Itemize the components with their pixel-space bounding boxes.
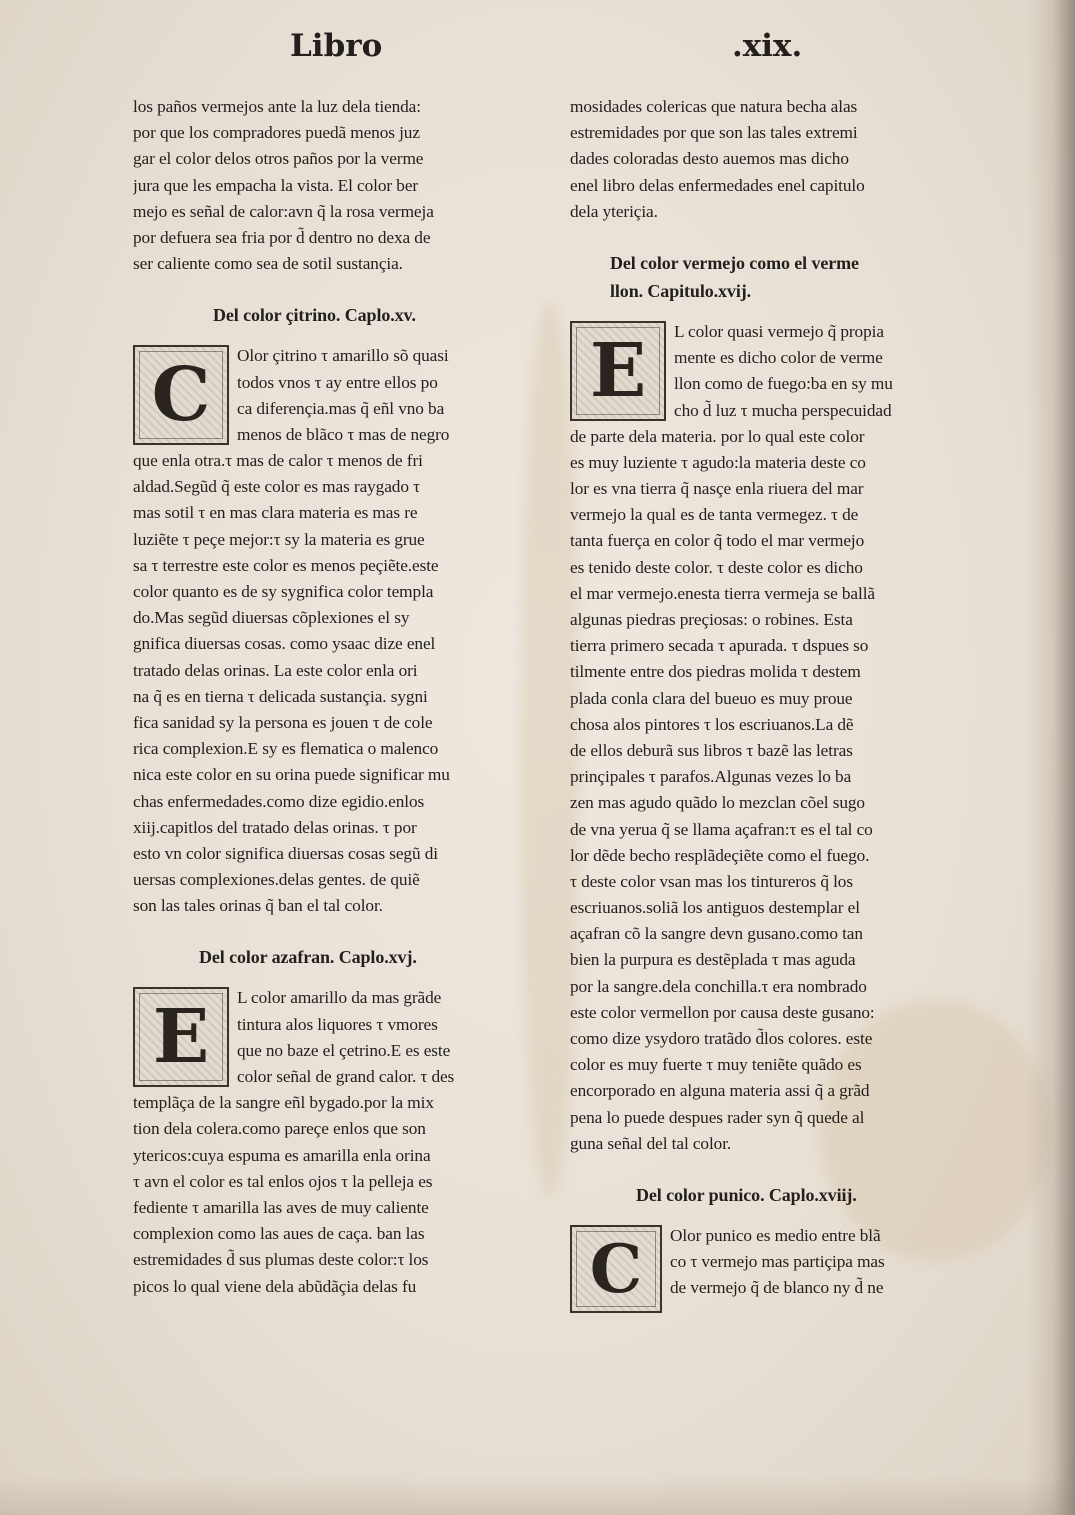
text-line: estremidades por que son las tales extremi bbox=[570, 123, 858, 143]
chapter-body bbox=[570, 319, 948, 1157]
text-line: complexion como las aues de caça. ban las bbox=[133, 1224, 425, 1244]
text-line: nica este color en su orina puede significar mu bbox=[133, 765, 450, 785]
text-line: como dize ysydoro tratãdo d̃los colores. este bbox=[570, 1029, 873, 1048]
chapter-body bbox=[133, 985, 511, 1299]
text-line: chas enfermedades.como dize egidio.enlos bbox=[133, 791, 425, 811]
text-line: que no baze el çetrino.E es este bbox=[237, 1040, 451, 1060]
text-line: tanta fuerça en color q̃ todo el mar vermejo bbox=[570, 531, 865, 551]
text-line: tierra primero secada τ apurada. τ dspues so bbox=[570, 636, 869, 656]
text-line: ser caliente como sea de sotil sustançia. bbox=[133, 254, 403, 274]
text-line: estremidades d̃ sus plumas deste color:τ los bbox=[133, 1250, 429, 1270]
text-line: picos lo qual viene dela abũdãçia delas fu bbox=[133, 1276, 417, 1296]
text-line: cho d̃ luz τ mucha perspecuidad bbox=[674, 400, 892, 420]
header-folio-number: .xix. bbox=[732, 28, 803, 64]
text-line: menos de blãco τ mas de negro bbox=[237, 424, 450, 444]
text-line: uersas complexiones.delas gentes. de quiẽ bbox=[133, 870, 420, 890]
right-intro-text bbox=[570, 94, 948, 225]
text-line: mejo es señal de calor:avn q̃ la rosa vermeja bbox=[133, 201, 434, 221]
text-line: color quanto es de sy sygnifica color templa bbox=[133, 582, 434, 601]
text-line: pena lo puede despues rader syn q̃ quede al bbox=[570, 1107, 865, 1127]
text-line: tilmente entre dos piedras molida τ destem bbox=[570, 662, 861, 682]
decorated-initial: C bbox=[133, 345, 229, 445]
text-line: co τ vermejo mas partiçipa mas bbox=[670, 1252, 885, 1272]
text-line: aldad.Segũd q̃ este color es mas raygado τ bbox=[133, 477, 420, 497]
text-line: mas sotil τ en mas clara materia es mas re bbox=[133, 503, 418, 523]
text-line: tion dela colera.como pareçe enlos que son bbox=[133, 1119, 426, 1139]
header-book-title: Libro bbox=[290, 28, 383, 64]
text-line: de vna yerua q̃ se llama açafran:τ es el tal co bbox=[570, 819, 873, 839]
text-line: chosa alos pintores τ los escriuanos.La dẽ bbox=[570, 714, 854, 734]
text-line: todos vnos τ ay entre ellos po bbox=[237, 372, 438, 392]
text-line: prinçipales τ parafos.Algunas vezes lo ba bbox=[570, 767, 852, 787]
text-line: por defuera sea fria por d̃ dentro no dexa de bbox=[133, 227, 431, 247]
text-line: plada conla clara del bueuo es muy proue bbox=[570, 688, 853, 708]
text-line: de vermejo q̃ de blanco ny d̃ ne bbox=[670, 1278, 884, 1298]
text-line: por que los compradores puedã menos juz bbox=[133, 123, 420, 143]
text-line: jura que les empacha la vista. El color ber bbox=[133, 175, 419, 195]
text-line: es muy luziente τ agudo:la materia deste co bbox=[570, 452, 866, 472]
chapter-heading: llon. Capitulo.xvij. bbox=[610, 280, 752, 301]
left-column bbox=[133, 94, 511, 1300]
text-line: son las tales orinas q̃ ban el tal color. bbox=[133, 896, 383, 916]
text-line: na q̃ es en tierna τ delicada sustançia. sygni bbox=[133, 686, 428, 706]
text-line: Olor çitrino τ amarillo sõ quasi bbox=[237, 346, 449, 366]
text-line: tintura alos liquores τ vmores bbox=[237, 1014, 438, 1034]
text-line: encorporado en alguna materia assi q̃ a grãd bbox=[570, 1081, 870, 1101]
text-line: lor dẽde becho resplãdeçiẽte como el fuego. bbox=[570, 845, 870, 865]
text-line: τ deste color vsan mas los tintureros q̃ los bbox=[570, 871, 853, 891]
text-line: templãça de la sangre eñl bygado.por la mix bbox=[133, 1093, 434, 1113]
text-line: vermejo la qual es de tanta vermegez. τ de bbox=[570, 505, 859, 525]
text-line: zen mas agudo quãdo lo mezclan cõel sugo bbox=[570, 793, 865, 813]
text-line: los paños vermejos ante la luz dela tienda: bbox=[133, 97, 421, 116]
text-line: dades coloradas desto auemos mas dicho bbox=[570, 149, 849, 169]
text-line: rica complexion.E sy es flematica o malenco bbox=[133, 739, 439, 759]
text-line: mosidades colericas que natura becha alas bbox=[570, 97, 858, 116]
text-line: açafran cõ la sangre devn gusano.como tan bbox=[570, 924, 863, 944]
text-line: luziẽte τ peçe mejor:τ sy la materia es grue bbox=[133, 529, 425, 549]
text-line: gnifica diuersas cosas. como ysaac dize enel bbox=[133, 634, 436, 654]
text-line: fica sanidad sy la persona es jouen τ de cole bbox=[133, 712, 433, 732]
text-line: lor es vna tierra q̃ nasçe enla riuera del mar bbox=[570, 479, 864, 499]
chapter-heading: Del color azafran. Caplo.xvj. bbox=[199, 947, 417, 968]
text-line: bien la purpura es destẽplada τ mas aguda bbox=[570, 950, 856, 970]
running-header bbox=[0, 28, 1075, 78]
text-line: xiij.capitlos del tratado delas orinas. τ por bbox=[133, 817, 417, 837]
decorated-initial: E bbox=[570, 321, 666, 421]
text-line: de ellos deburã sus libros τ bazẽ las letras bbox=[570, 740, 853, 760]
text-line: algunas piedras preçiosas: o robines. Esta bbox=[570, 610, 853, 629]
text-line: gar el color delos otros paños por la verme bbox=[133, 149, 424, 169]
text-line: el mar vermejo.enesta tierra vermeja se ballã bbox=[570, 583, 875, 603]
text-line: tratado delas orinas. La este color enla ori bbox=[133, 660, 418, 680]
text-line: de parte dela materia. por lo qual este color bbox=[570, 426, 865, 446]
text-line: esto vn color significa diuersas cosas segũ di bbox=[133, 843, 438, 863]
text-line: L color quasi vermejo q̃ propia bbox=[674, 321, 884, 341]
text-line: sa τ terrestre este color es menos peçiẽte.este bbox=[133, 555, 439, 575]
text-line: ca diferençia.mas q̃ eñl vno ba bbox=[237, 398, 445, 418]
page-bottom-shadow bbox=[0, 1475, 1075, 1515]
text-line: color es muy fuerte τ muy teniẽte quãdo es bbox=[570, 1055, 862, 1075]
chapter-body bbox=[570, 1223, 948, 1313]
text-line: L color amarillo da mas grãde bbox=[237, 988, 442, 1008]
text-line: llon como de fuego:ba en sy mu bbox=[674, 374, 893, 394]
text-line: dela yteriçia. bbox=[570, 201, 658, 221]
text-line: color señal de grand calor. τ des bbox=[237, 1067, 455, 1086]
page-edge-shadow bbox=[1027, 0, 1075, 1515]
text-line: que enla otra.τ mas de calor τ menos de fri bbox=[133, 451, 423, 471]
text-line: guna señal del tal color. bbox=[570, 1133, 732, 1153]
text-line: es tenido deste color. τ deste color es dicho bbox=[570, 557, 863, 577]
decorated-initial: E bbox=[133, 987, 229, 1087]
text-line: escriuanos.soliã los antiguos destemplar el bbox=[570, 898, 860, 918]
text-line: ytericos:cuya espuma es amarilla enla orina bbox=[133, 1145, 431, 1165]
chapter-heading: Del color vermejo como el verme bbox=[610, 252, 859, 273]
left-intro-text bbox=[133, 94, 511, 277]
chapter-body bbox=[133, 343, 511, 919]
text-line: Olor punico es medio entre blã bbox=[670, 1225, 881, 1245]
right-column bbox=[570, 94, 948, 1313]
decorated-initial: C bbox=[570, 1225, 662, 1313]
text-line: fediente τ amarilla las aves de muy caliente bbox=[133, 1197, 429, 1217]
text-line: τ avn el color es tal enlos ojos τ la pelleja es bbox=[133, 1171, 433, 1191]
text-line: este color vermellon por causa deste gusano: bbox=[570, 1002, 875, 1022]
text-line: do.Mas segũd diuersas cõplexiones el sy bbox=[133, 608, 410, 628]
text-line: enel libro delas enfermedades enel capitulo bbox=[570, 175, 865, 195]
text-line: por la sangre.dela conchilla.τ era nombrado bbox=[570, 976, 867, 996]
chapter-heading: Del color çitrino. Caplo.xv. bbox=[213, 305, 416, 326]
text-line: mente es dicho color de verme bbox=[674, 348, 883, 368]
chapter-heading: Del color punico. Caplo.xviij. bbox=[636, 1184, 857, 1205]
